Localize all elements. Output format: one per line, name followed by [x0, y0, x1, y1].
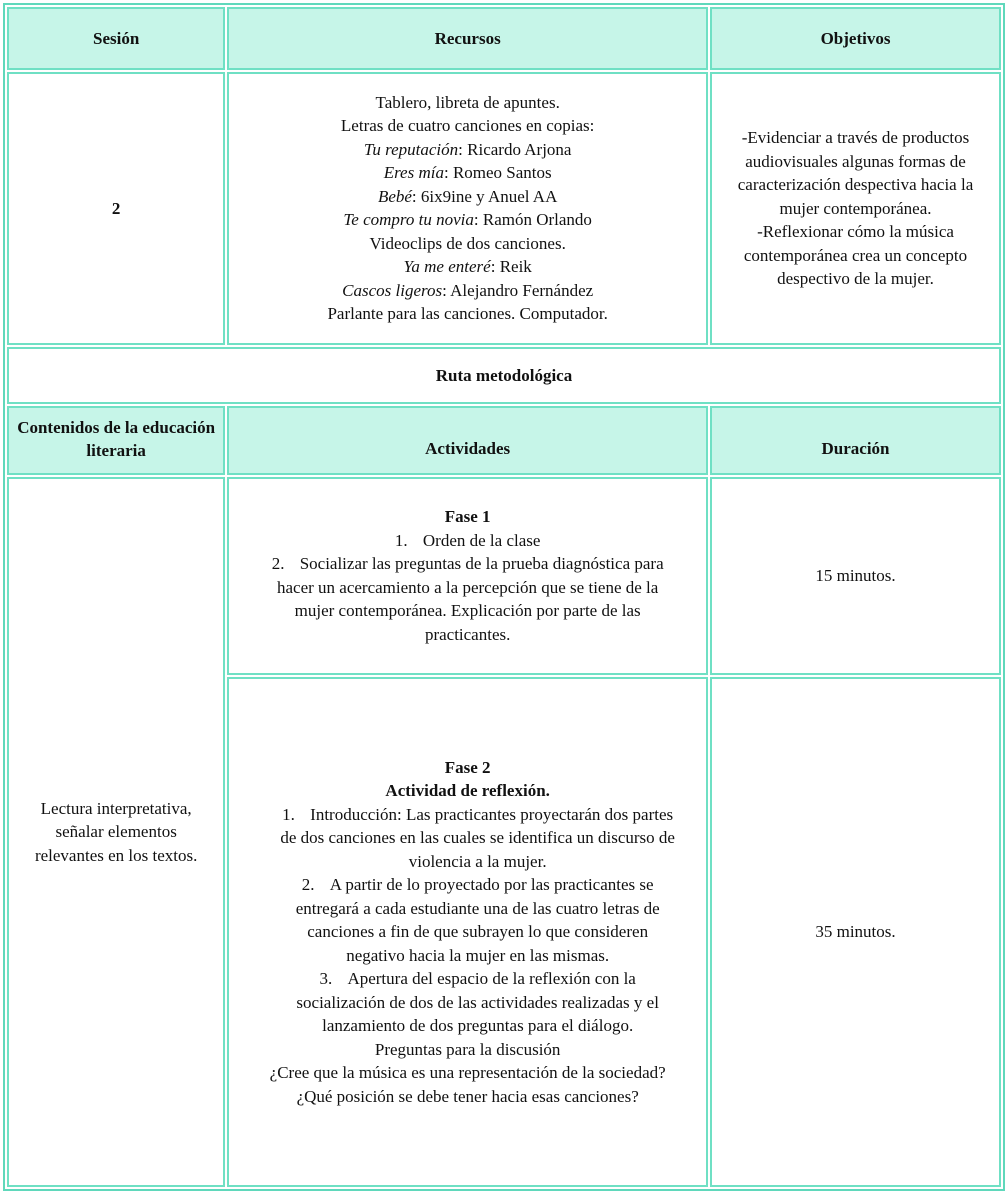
song-artist: : 6ix9ine y Anuel AA — [411, 186, 558, 206]
resources-cell — [227, 72, 708, 345]
discussion-questions: ¿Cree que la música es una representación de la sociedad? ¿Qué posición se debe tener hacia esas canciones? — [269, 1063, 666, 1106]
step-text: Apertura del espacio de la reflexión con la socialización de dos de las actividades realizadas y el lanzamiento de dos preguntas para el diálogo. — [296, 969, 659, 1036]
step-text: Orden de la clase — [422, 530, 541, 550]
phase-1-title: Fase 1 — [444, 507, 491, 527]
step-item — [279, 873, 676, 967]
song-item — [237, 185, 698, 209]
song-item — [237, 138, 698, 162]
song-title: Cascos ligeros — [342, 280, 443, 300]
resource-line: Tablero, libreta de apuntes. — [375, 92, 560, 112]
phase-2-subtitle: Actividad de reflexión. — [385, 781, 550, 801]
song-artist: : Reik — [490, 257, 532, 277]
header-resources: Recursos — [227, 7, 708, 70]
song-title: Bebé — [377, 186, 412, 206]
phase-1-activities — [227, 477, 708, 675]
song-item — [237, 208, 698, 232]
phase-2-steps — [251, 803, 684, 1038]
header-duration: Duración — [710, 406, 1001, 475]
session-row — [7, 72, 1001, 345]
session-number: 2 — [7, 72, 225, 345]
questions-title: Preguntas para la discusión — [374, 1039, 561, 1059]
phase-1-duration: 15 minutos. — [710, 477, 1001, 675]
objectives-cell — [710, 72, 1001, 345]
step-text: Socializar las preguntas de la prueba diagnóstica para hacer un acercamiento a la percepción que se tiene de la mujer contemporánea. Explicación por parte de las practicantes. — [276, 554, 664, 644]
song-artist: : Alejandro Fernández — [442, 280, 594, 300]
header-session: Sesión — [7, 7, 225, 70]
phase-2-duration: 35 minutos. — [710, 677, 1001, 1187]
phase-2-activities — [227, 677, 708, 1187]
phase-2-title: Fase 2 — [444, 757, 491, 777]
song-artist: : Ramón Orlando — [473, 210, 592, 230]
phase-1-steps — [259, 529, 676, 647]
header-objectives: Objetivos — [710, 7, 1001, 70]
song-item — [237, 255, 698, 279]
objective-1: -Evidenciar a través de productos audiovisuales algunas formas de caracterización despectiva hacia la mujer contemporánea. — [737, 128, 974, 218]
song-title: Ya me enteré — [403, 257, 491, 277]
header-row — [7, 7, 1001, 70]
contents-cell: Lectura interpretativa, señalar elementos relevantes en los textos. — [7, 477, 225, 1188]
step-text: Introducción: Las practicantes proyectarán dos partes de dos canciones en las cuales se identifica un discurso de violencia a la mujer. — [280, 804, 675, 871]
step-number: 1. — [282, 804, 295, 824]
ruta-metodologica-heading: Ruta metodológica — [7, 347, 1001, 404]
header-activities: Actividades — [227, 406, 708, 475]
song-title: Tu reputación — [363, 139, 459, 159]
step-number: 1. — [394, 530, 408, 550]
lesson-plan-table — [3, 3, 1005, 1191]
phase-1-row — [7, 477, 1001, 675]
song-item — [237, 161, 698, 185]
song-artist: : Ricardo Arjona — [458, 139, 572, 159]
step-item — [259, 552, 676, 646]
resource-line: Videoclips de dos canciones. — [369, 233, 566, 253]
header-contents: Contenidos de la educación literaria — [7, 406, 225, 475]
song-title: Eres mía — [383, 163, 444, 183]
resource-line: Parlante para las canciones. Computador. — [327, 304, 608, 324]
step-item — [259, 529, 676, 553]
step-text: A partir de lo proyectado por las practicantes se entregará a cada estudiante una de las cuatro letras de canciones a fin de que subrayen lo que consideren negativo hacia la mujer en las mismas. — [295, 875, 660, 965]
resource-line: Letras de cuatro canciones en copias: — [340, 116, 595, 136]
step-item — [279, 967, 676, 1038]
song-title: Te compro tu novia — [343, 210, 474, 230]
step-number: 2. — [271, 554, 285, 574]
step-number: 2. — [301, 875, 315, 895]
ruta-row — [7, 347, 1001, 404]
song-artist: : Romeo Santos — [443, 163, 552, 183]
header-row-2 — [7, 406, 1001, 475]
song-item — [237, 279, 698, 303]
step-item — [279, 803, 676, 874]
objective-2: -Reflexionar cómo la música contemporánea crea un concepto despectivo de la mujer. — [743, 222, 968, 289]
step-number: 3. — [319, 969, 333, 989]
